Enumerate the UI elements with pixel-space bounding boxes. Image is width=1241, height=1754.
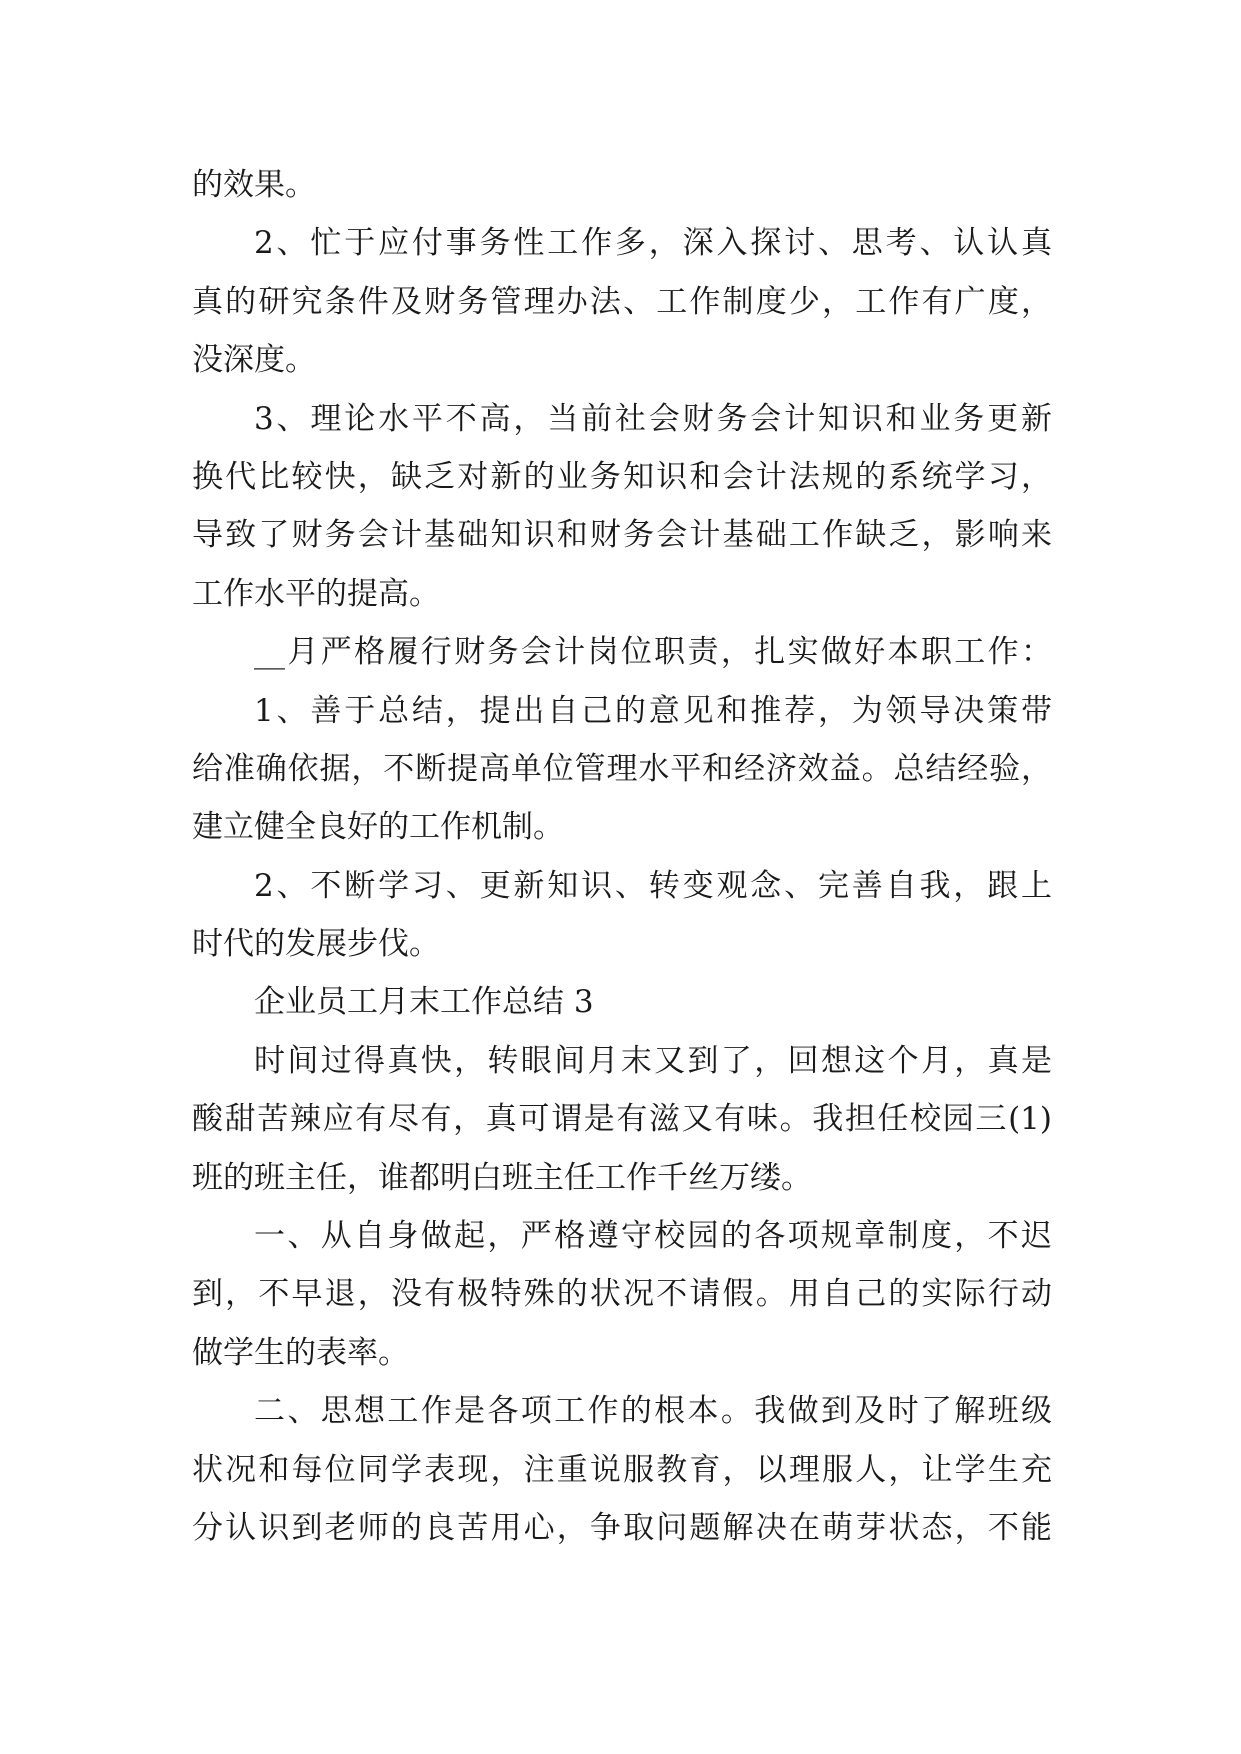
text-line: __月严格履行财务会计岗位职责，扎实做好本职工作： (254, 634, 1052, 671)
text-line: 一、从自身做起，严格遵守校园的各项规章制度，不迟 (254, 1218, 1052, 1255)
text-line: 1、善于总结，提出自己的意见和推荐，为领导决策带 (254, 692, 1052, 729)
text-line: 换代比较快，缺乏对新的业务知识和会计法规的系统学习， (192, 458, 1052, 495)
text-line: 2、不断学习、更新知识、转变观念、完善自我，跟上 (254, 867, 1052, 904)
text-line: 酸甜苦辣应有尽有，真可谓是有滋又有味。我担任校园三(1) (192, 1101, 1052, 1138)
text-line: 建立健全良好的工作机制。 (192, 809, 564, 846)
text-line: 时代的发展步伐。 (192, 926, 440, 963)
text-line: 企业员工月末工作总结 3 (254, 984, 594, 1021)
text-line: 做学生的表率。 (192, 1334, 409, 1371)
document-body (192, 156, 1052, 1557)
text-line: 班的班主任，谁都明白班主任工作千丝万缕。 (192, 1159, 812, 1196)
text-line: 到，不早退，没有极特殊的状况不请假。用自己的实际行动 (192, 1276, 1052, 1313)
text-line: 没深度。 (192, 342, 316, 379)
text-line: 状况和每位同学表现，注重说服教育，以理服人，让学生充 (192, 1451, 1052, 1488)
text-line: 3、理论水平不高，当前社会财务会计知识和业务更新 (254, 400, 1052, 437)
text-line: 导致了财务会计基础知识和财务会计基础工作缺乏，影响来 (192, 517, 1052, 554)
text-line: 二、思想工作是各项工作的根本。我做到及时了解班级 (254, 1393, 1052, 1430)
text-line: 给准确依据，不断提高单位管理水平和经济效益。总结经验， (192, 750, 1052, 787)
text-line: 工作水平的提高。 (192, 575, 440, 612)
text-line: 的效果。 (192, 167, 316, 203)
text-line: 时间过得真快，转眼间月末又到了，回想这个月，真是 (254, 1042, 1052, 1079)
text-line: 2、忙于应付事务性工作多，深入探讨、思考、认认真 (254, 225, 1052, 262)
text-line: 真的研究条件及财务管理办法、工作制度少，工作有广度， (192, 283, 1052, 320)
text-line: 分认识到老师的良苦用心，争取问题解决在萌芽状态，不能 (192, 1509, 1052, 1546)
